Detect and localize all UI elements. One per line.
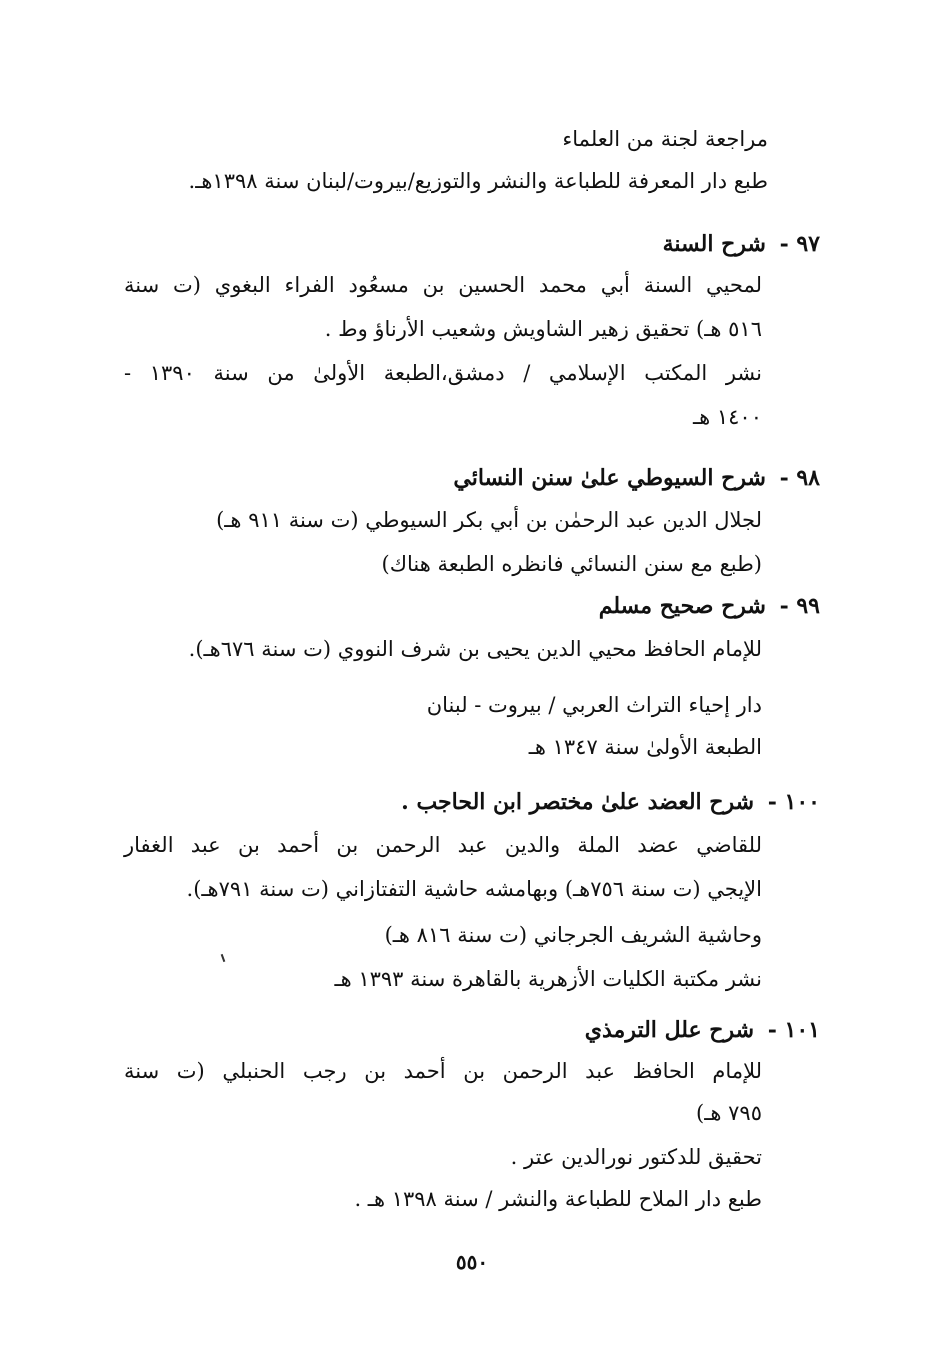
entry-line: للقاضي عضد الملة والدين عبد الرحمن بن أحمد بن عبد الغفار xyxy=(124,833,762,857)
ink-mark xyxy=(221,954,226,962)
entry-title: شرح صحيح مسلم xyxy=(598,593,766,619)
entry-line: دار إحياء التراث العربي / بيروت - لبنان xyxy=(426,693,762,717)
entry-line: ٧٩٥ هـ) xyxy=(696,1101,762,1125)
entry-line: وحاشية الشريف الجرجاني (ت سنة ٨١٦ هـ) xyxy=(384,923,762,947)
entry-line: للإمام الحافظ عبد الرحمن بن أحمد بن رجب الحنبلي (ت سنة xyxy=(124,1059,762,1083)
entry-line: الإيجي (ت سنة ٧٥٦هـ) وبهامشه حاشية التفتازاني (ت سنة ٧٩١هـ). xyxy=(186,877,762,901)
entry-line: الطبعة الأولىٰ سنة ١٣٤٧ هـ xyxy=(528,735,762,759)
continuation-line: مراجعة لجنة من العلماء xyxy=(562,127,768,151)
entry-line: ١٤٠٠ هـ xyxy=(692,405,762,429)
entry-line: تحقيق للدكتور نورالدين عتر . xyxy=(510,1145,762,1169)
entry-number: ١٠١ - xyxy=(767,1017,820,1043)
entry-line: (طبع مع سنن النسائي فانظره الطبعة هناك) xyxy=(381,552,762,576)
entry-line: لمحيي السنة أبي محمد الحسين بن مسعُود الفراء البغوي (ت سنة xyxy=(124,273,762,297)
entry-heading xyxy=(453,462,820,494)
page-number: ٥٥٠ xyxy=(455,1250,489,1274)
entry-number: ٩٨ - xyxy=(779,465,820,491)
entry-number: ٩٧ - xyxy=(779,231,820,257)
entry-line: نشر مكتبة الكليات الأزهرية بالقاهرة سنة ١٣٩٣ هـ xyxy=(334,967,762,991)
continuation-line: طبع دار المعرفة للطباعة والنشر والتوزيع/بيروت/لبنان سنة ١٣٩٨هـ. xyxy=(188,169,768,193)
entry-line: للإمام الحافظ محيي الدين يحيى بن شرف النووي (ت سنة ٦٧٦هـ). xyxy=(188,637,762,661)
entry-line: طبع دار الملاح للطباعة والنشر / سنة ١٣٩٨ هـ . xyxy=(354,1187,762,1211)
entry-title: شرح علل الترمذي xyxy=(584,1017,755,1043)
entry-line: لجلال الدين عبد الرحمٰن بن أبي بكر السيوطي (ت سنة ٩١١ هـ) xyxy=(216,508,762,532)
entry-number: ٩٩ - xyxy=(779,593,820,619)
entry-heading xyxy=(663,228,820,260)
entry-number: ١٠٠ - xyxy=(767,789,820,815)
entry-title: شرح السيوطي علىٰ سنن النسائي xyxy=(453,465,766,491)
entry-heading xyxy=(401,786,820,818)
entry-title: شرح السنة xyxy=(662,231,766,257)
entry-heading xyxy=(599,590,820,622)
entry-line: نشر المكتب الإسلامي / دمشق،الطبعة الأولىٰ من سنة ١٣٩٠ - xyxy=(124,361,762,385)
entry-heading xyxy=(585,1014,820,1046)
entry-title: شرح العضد علىٰ مختصر ابن الحاجب . xyxy=(401,789,755,815)
entry-line: ٥١٦ هـ) تحقيق زهير الشاويش وشعيب الأرناؤ وط . xyxy=(324,317,762,341)
